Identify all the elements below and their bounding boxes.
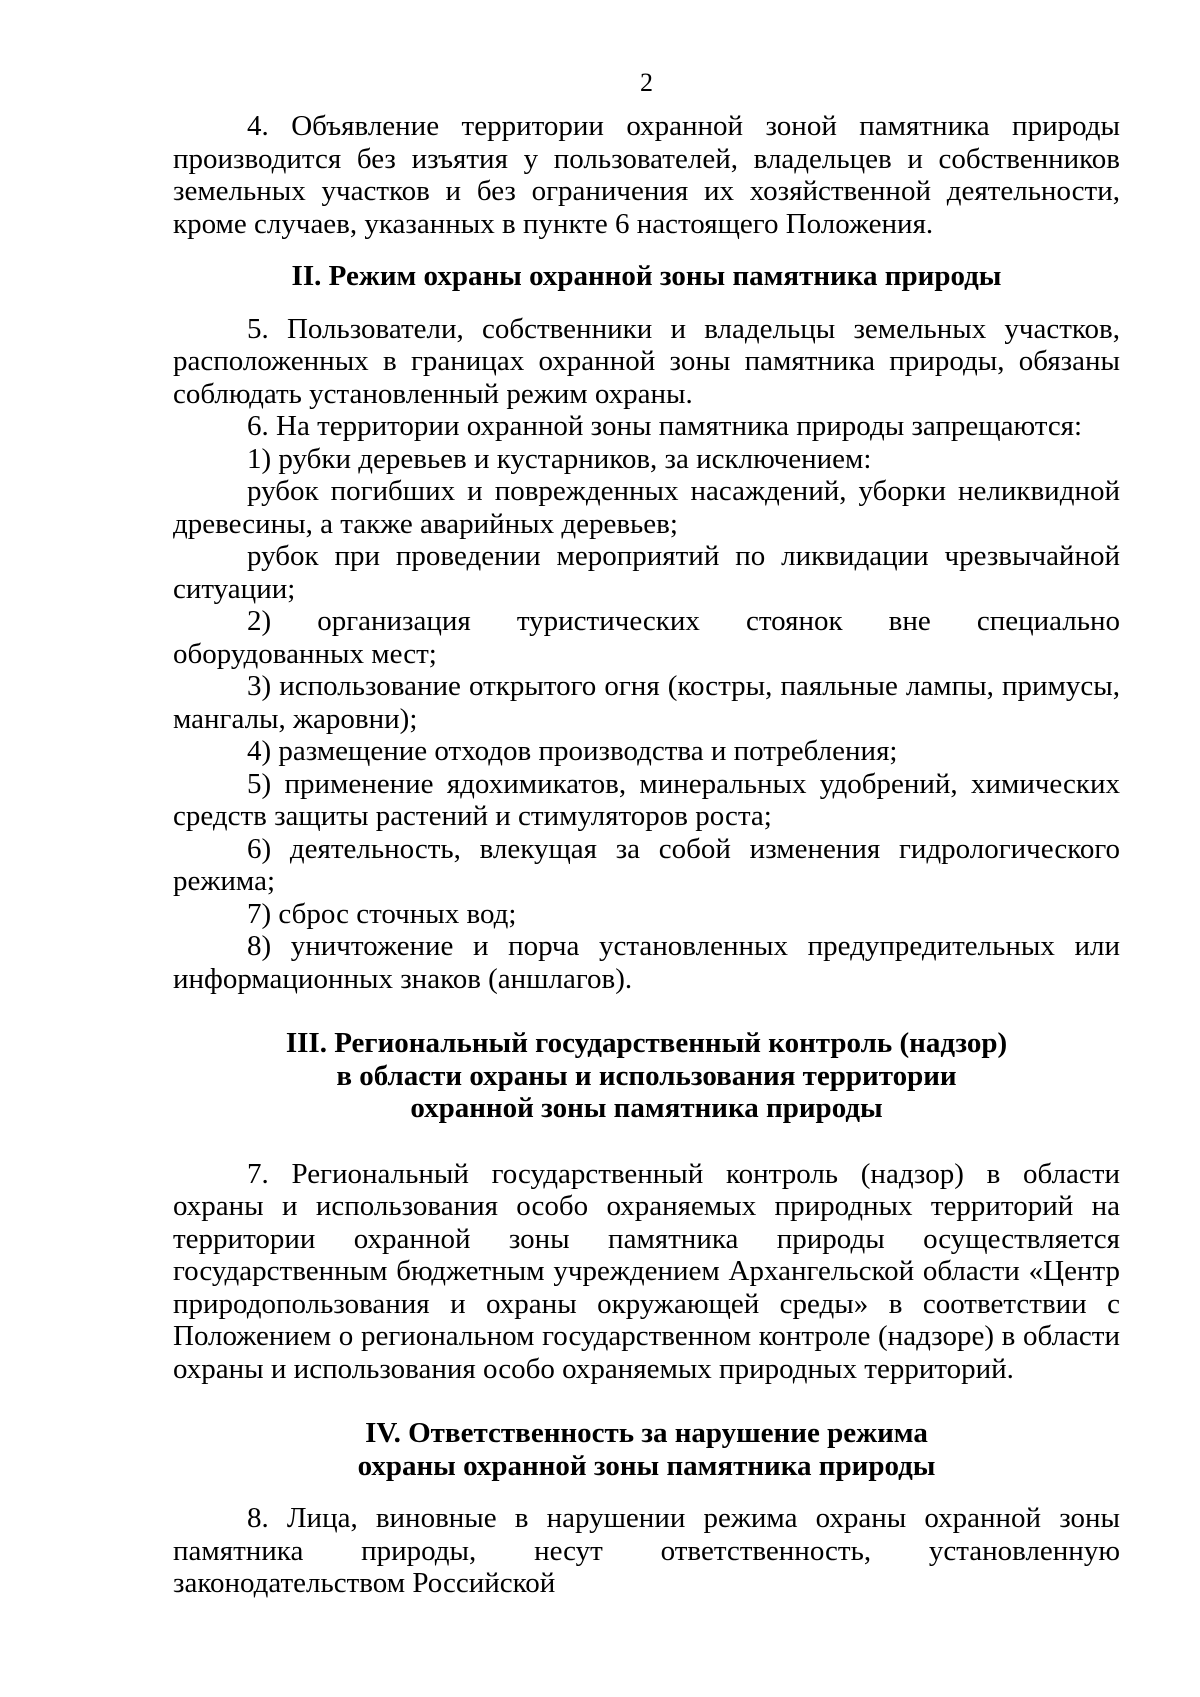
section-3-heading-line-1: III. Региональный государственный контроль (надзор) <box>285 1027 1008 1059</box>
list-item-2: 2) организация туристических стоянок вне специально оборудованных мест; <box>173 605 1120 670</box>
section-3-heading-line-2: в области охраны и использования территории <box>336 1059 957 1092</box>
section-3-heading <box>173 1027 1120 1125</box>
list-item-1: 1) рубки деревьев и кустарников, за исключением: <box>247 442 872 475</box>
list-item-4: 4) размещение отходов производства и потребления; <box>247 735 898 767</box>
list-item-7: 7) сброс сточных вод; <box>247 897 517 930</box>
page-number: 2 <box>640 68 653 97</box>
paragraph-5: 5. Пользователи, собственники и владельцы земельных участков, расположенных в границах охранной зоны памятника природы, обязаны соблюдать установленный режим охраны. <box>173 312 1120 410</box>
document-page <box>173 68 1120 1600</box>
section-3-heading-line-3: охранной зоны памятника природы <box>410 1092 883 1124</box>
section-4-heading-line-2: охраны охранной зоны памятника природы <box>357 1449 936 1482</box>
list-item-5: 5) применение ядохимикатов, минеральных удобрений, химических средств защиты растений и стимуляторов роста; <box>173 767 1120 832</box>
list-item-1-exception-b: рубок при проведении мероприятий по ликвидации чрезвычайной ситуации; <box>173 540 1120 605</box>
section-2-heading: II. Режим охраны охранной зоны памятника природы <box>291 260 1002 292</box>
paragraph-7: 7. Региональный государственный контроль (надзор) в области охраны и использования особо охраняемых природных территорий на территории охранной зоны памятника природы осуществляется государственным бюджетным учреждением Архангельской области «Центр природопользования и охраны окружающей среды» в соответствии с Положением о региональном государственном контроле (надзоре) в области охраны и использования особо охраняемых природных территорий. <box>173 1157 1120 1385</box>
paragraph-6: 6. На территории охранной зоны памятника природы запрещаются: <box>247 410 1083 442</box>
section-4-heading <box>173 1417 1120 1482</box>
list-item-6: 6) деятельность, влекущая за собой изменения гидрологического режима; <box>173 832 1120 897</box>
list-item-8: 8) уничтожение и порча установленных предупредительных или информационных знаков (аншлагов). <box>173 930 1120 995</box>
list-item-3: 3) использование открытого огня (костры, паяльные лампы, примусы, мангалы, жаровни); <box>173 670 1120 735</box>
paragraph-8: 8. Лица, виновные в нарушении режима охраны охранной зоны памятника природы, несут ответственность, установленную законодательством Российской <box>173 1502 1120 1599</box>
paragraph-4: 4. Объявление территории охранной зоной памятника природы производится без изъятия у пользователей, владельцев и собственников земельных участков и без ограничения их хозяйственной деятельности, кроме случаев, указанных в пункте 6 настоящего Положения. <box>173 110 1120 240</box>
section-4-heading-line-1: IV. Ответственность за нарушение режима <box>365 1417 928 1449</box>
list-item-1-exception-a: рубок погибших и поврежденных насаждений, уборки неликвидной древесины, а также аварийных деревьев; <box>173 475 1120 540</box>
